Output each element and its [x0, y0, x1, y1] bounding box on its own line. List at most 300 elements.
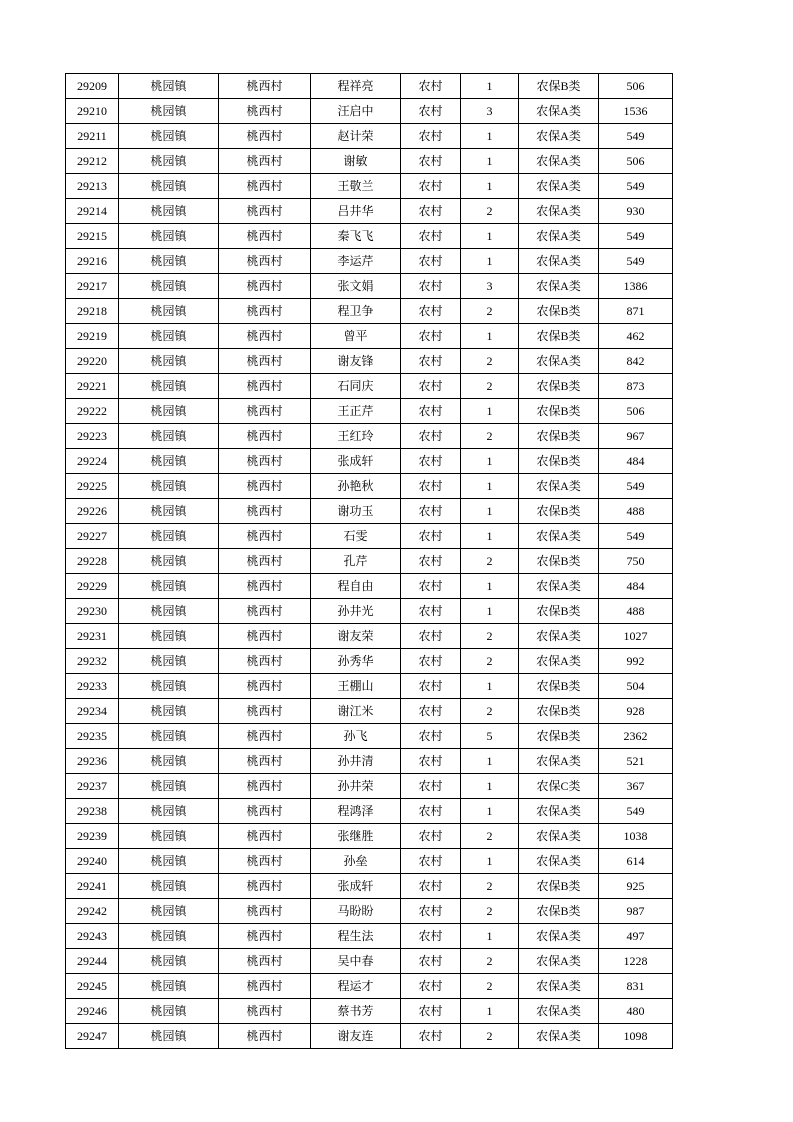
table-row — [66, 924, 673, 949]
cell-person-name: 谢友荣 — [311, 624, 401, 649]
cell-amount: 873 — [599, 374, 673, 399]
cell-residence-type: 农村 — [401, 849, 461, 874]
cell-insurance-category: 农保A类 — [519, 824, 599, 849]
cell-person-count: 1 — [461, 249, 519, 274]
cell-town: 桃园镇 — [119, 449, 219, 474]
cell-village: 桃西村 — [219, 274, 311, 299]
cell-person-name: 程生法 — [311, 924, 401, 949]
table-row — [66, 699, 673, 724]
cell-person-name: 蔡书芳 — [311, 999, 401, 1024]
table-row — [66, 449, 673, 474]
cell-town: 桃园镇 — [119, 749, 219, 774]
cell-town: 桃园镇 — [119, 1024, 219, 1049]
cell-person-count: 2 — [461, 874, 519, 899]
table-row — [66, 899, 673, 924]
cell-residence-type: 农村 — [401, 749, 461, 774]
cell-village: 桃西村 — [219, 799, 311, 824]
cell-residence-type: 农村 — [401, 149, 461, 174]
cell-insurance-category: 农保B类 — [519, 674, 599, 699]
cell-village: 桃西村 — [219, 974, 311, 999]
cell-amount: 928 — [599, 699, 673, 724]
table-row — [66, 124, 673, 149]
cell-record-id: 29226 — [66, 499, 119, 524]
cell-insurance-category: 农保A类 — [519, 974, 599, 999]
cell-person-name: 王敬兰 — [311, 174, 401, 199]
cell-residence-type: 农村 — [401, 974, 461, 999]
cell-amount: 484 — [599, 574, 673, 599]
cell-village: 桃西村 — [219, 624, 311, 649]
cell-record-id: 29232 — [66, 649, 119, 674]
cell-person-name: 吴中春 — [311, 949, 401, 974]
cell-town: 桃园镇 — [119, 249, 219, 274]
cell-insurance-category: 农保B类 — [519, 499, 599, 524]
cell-residence-type: 农村 — [401, 774, 461, 799]
cell-town: 桃园镇 — [119, 624, 219, 649]
cell-amount: 480 — [599, 999, 673, 1024]
cell-town: 桃园镇 — [119, 74, 219, 99]
table-row — [66, 149, 673, 174]
cell-village: 桃西村 — [219, 549, 311, 574]
cell-residence-type: 农村 — [401, 724, 461, 749]
cell-insurance-category: 农保C类 — [519, 774, 599, 799]
cell-record-id: 29212 — [66, 149, 119, 174]
cell-person-count: 1 — [461, 674, 519, 699]
cell-record-id: 29209 — [66, 74, 119, 99]
cell-residence-type: 农村 — [401, 499, 461, 524]
cell-person-name: 石同庆 — [311, 374, 401, 399]
cell-person-name: 谢江米 — [311, 699, 401, 724]
cell-town: 桃园镇 — [119, 924, 219, 949]
cell-insurance-category: 农保A类 — [519, 174, 599, 199]
cell-insurance-category: 农保B类 — [519, 424, 599, 449]
cell-amount: 549 — [599, 474, 673, 499]
cell-insurance-category: 农保A类 — [519, 349, 599, 374]
cell-person-name: 孙井荣 — [311, 774, 401, 799]
cell-person-count: 1 — [461, 524, 519, 549]
cell-person-name: 程祥亮 — [311, 74, 401, 99]
cell-town: 桃园镇 — [119, 99, 219, 124]
cell-record-id: 29225 — [66, 474, 119, 499]
cell-town: 桃园镇 — [119, 324, 219, 349]
cell-residence-type: 农村 — [401, 424, 461, 449]
cell-insurance-category: 农保A类 — [519, 1024, 599, 1049]
cell-residence-type: 农村 — [401, 549, 461, 574]
cell-town: 桃园镇 — [119, 949, 219, 974]
cell-residence-type: 农村 — [401, 674, 461, 699]
cell-record-id: 29236 — [66, 749, 119, 774]
cell-insurance-category: 农保B类 — [519, 74, 599, 99]
cell-record-id: 29244 — [66, 949, 119, 974]
cell-amount: 1228 — [599, 949, 673, 974]
cell-village: 桃西村 — [219, 924, 311, 949]
table-row — [66, 724, 673, 749]
cell-residence-type: 农村 — [401, 449, 461, 474]
cell-person-name: 张继胜 — [311, 824, 401, 849]
cell-residence-type: 农村 — [401, 249, 461, 274]
table-row — [66, 949, 673, 974]
cell-residence-type: 农村 — [401, 599, 461, 624]
cell-town: 桃园镇 — [119, 649, 219, 674]
cell-record-id: 29227 — [66, 524, 119, 549]
cell-town: 桃园镇 — [119, 999, 219, 1024]
cell-person-name: 王正芹 — [311, 399, 401, 424]
cell-record-id: 29240 — [66, 849, 119, 874]
cell-person-count: 1 — [461, 149, 519, 174]
cell-insurance-category: 农保A类 — [519, 274, 599, 299]
cell-village: 桃西村 — [219, 349, 311, 374]
cell-person-name: 吕井华 — [311, 199, 401, 224]
table-row — [66, 224, 673, 249]
table-row — [66, 274, 673, 299]
cell-record-id: 29237 — [66, 774, 119, 799]
cell-person-count: 2 — [461, 899, 519, 924]
cell-record-id: 29220 — [66, 349, 119, 374]
cell-person-count: 2 — [461, 949, 519, 974]
cell-village: 桃西村 — [219, 524, 311, 549]
cell-town: 桃园镇 — [119, 424, 219, 449]
cell-residence-type: 农村 — [401, 199, 461, 224]
cell-town: 桃园镇 — [119, 599, 219, 624]
cell-insurance-category: 农保B类 — [519, 874, 599, 899]
cell-record-id: 29238 — [66, 799, 119, 824]
table-row — [66, 849, 673, 874]
cell-person-name: 谢功玉 — [311, 499, 401, 524]
cell-record-id: 29213 — [66, 174, 119, 199]
cell-town: 桃园镇 — [119, 699, 219, 724]
cell-person-name: 王红玲 — [311, 424, 401, 449]
cell-person-name: 程运才 — [311, 974, 401, 999]
cell-person-name: 孙飞 — [311, 724, 401, 749]
table-row — [66, 999, 673, 1024]
cell-insurance-category: 农保B类 — [519, 299, 599, 324]
cell-amount: 1386 — [599, 274, 673, 299]
cell-record-id: 29233 — [66, 674, 119, 699]
table-row — [66, 799, 673, 824]
cell-person-count: 2 — [461, 1024, 519, 1049]
cell-record-id: 29221 — [66, 374, 119, 399]
cell-residence-type: 农村 — [401, 399, 461, 424]
cell-town: 桃园镇 — [119, 974, 219, 999]
cell-town: 桃园镇 — [119, 674, 219, 699]
cell-insurance-category: 农保A类 — [519, 924, 599, 949]
cell-person-name: 王棚山 — [311, 674, 401, 699]
cell-amount: 871 — [599, 299, 673, 324]
cell-insurance-category: 农保A类 — [519, 124, 599, 149]
cell-insurance-category: 农保A类 — [519, 524, 599, 549]
cell-person-count: 2 — [461, 424, 519, 449]
cell-amount: 549 — [599, 124, 673, 149]
cell-residence-type: 农村 — [401, 274, 461, 299]
cell-person-name: 程卫争 — [311, 299, 401, 324]
cell-insurance-category: 农保A类 — [519, 249, 599, 274]
cell-record-id: 29239 — [66, 824, 119, 849]
cell-village: 桃西村 — [219, 724, 311, 749]
cell-village: 桃西村 — [219, 299, 311, 324]
cell-insurance-category: 农保A类 — [519, 574, 599, 599]
cell-person-name: 谢敏 — [311, 149, 401, 174]
table-row — [66, 424, 673, 449]
cell-village: 桃西村 — [219, 649, 311, 674]
cell-person-name: 孔芹 — [311, 549, 401, 574]
cell-insurance-category: 农保B类 — [519, 374, 599, 399]
cell-residence-type: 农村 — [401, 474, 461, 499]
cell-village: 桃西村 — [219, 99, 311, 124]
cell-person-count: 1 — [461, 799, 519, 824]
cell-person-name: 谢友连 — [311, 1024, 401, 1049]
cell-record-id: 29241 — [66, 874, 119, 899]
cell-town: 桃园镇 — [119, 524, 219, 549]
table-row — [66, 624, 673, 649]
cell-residence-type: 农村 — [401, 924, 461, 949]
cell-residence-type: 农村 — [401, 374, 461, 399]
cell-village: 桃西村 — [219, 249, 311, 274]
cell-amount: 1098 — [599, 1024, 673, 1049]
cell-village: 桃西村 — [219, 1024, 311, 1049]
cell-amount: 614 — [599, 849, 673, 874]
cell-person-name: 汪启中 — [311, 99, 401, 124]
cell-insurance-category: 农保A类 — [519, 649, 599, 674]
cell-record-id: 29242 — [66, 899, 119, 924]
cell-village: 桃西村 — [219, 424, 311, 449]
cell-person-count: 1 — [461, 124, 519, 149]
cell-person-count: 2 — [461, 299, 519, 324]
cell-person-name: 秦飞飞 — [311, 224, 401, 249]
cell-amount: 2362 — [599, 724, 673, 749]
cell-town: 桃园镇 — [119, 199, 219, 224]
cell-residence-type: 农村 — [401, 524, 461, 549]
cell-residence-type: 农村 — [401, 824, 461, 849]
cell-person-name: 张文娟 — [311, 274, 401, 299]
cell-insurance-category: 农保A类 — [519, 749, 599, 774]
table-row — [66, 374, 673, 399]
cell-amount: 549 — [599, 799, 673, 824]
cell-record-id: 29246 — [66, 999, 119, 1024]
records-table — [65, 73, 673, 1049]
cell-town: 桃园镇 — [119, 274, 219, 299]
cell-insurance-category: 农保A类 — [519, 849, 599, 874]
table-row — [66, 749, 673, 774]
table-row — [66, 874, 673, 899]
table-row — [66, 474, 673, 499]
table-row — [66, 399, 673, 424]
table-body — [66, 74, 673, 1049]
cell-village: 桃西村 — [219, 699, 311, 724]
cell-record-id: 29216 — [66, 249, 119, 274]
cell-person-name: 谢友锋 — [311, 349, 401, 374]
cell-village: 桃西村 — [219, 124, 311, 149]
cell-town: 桃园镇 — [119, 149, 219, 174]
cell-insurance-category: 农保A类 — [519, 999, 599, 1024]
cell-person-count: 2 — [461, 624, 519, 649]
cell-person-name: 程鸿泽 — [311, 799, 401, 824]
cell-amount: 367 — [599, 774, 673, 799]
cell-record-id: 29217 — [66, 274, 119, 299]
table-row — [66, 824, 673, 849]
cell-village: 桃西村 — [219, 749, 311, 774]
table-row — [66, 524, 673, 549]
cell-town: 桃园镇 — [119, 399, 219, 424]
cell-person-count: 3 — [461, 99, 519, 124]
cell-residence-type: 农村 — [401, 874, 461, 899]
cell-person-name: 孙艳秋 — [311, 474, 401, 499]
cell-amount: 506 — [599, 399, 673, 424]
cell-residence-type: 农村 — [401, 99, 461, 124]
cell-person-count: 1 — [461, 849, 519, 874]
cell-residence-type: 农村 — [401, 899, 461, 924]
table-row — [66, 974, 673, 999]
cell-town: 桃园镇 — [119, 174, 219, 199]
cell-person-count: 2 — [461, 374, 519, 399]
cell-village: 桃西村 — [219, 999, 311, 1024]
cell-village: 桃西村 — [219, 149, 311, 174]
table-row — [66, 649, 673, 674]
cell-insurance-category: 农保A类 — [519, 149, 599, 174]
table-row — [66, 199, 673, 224]
cell-insurance-category: 农保B类 — [519, 549, 599, 574]
cell-person-count: 1 — [461, 324, 519, 349]
cell-insurance-category: 农保A类 — [519, 949, 599, 974]
cell-person-count: 2 — [461, 349, 519, 374]
cell-person-name: 李运芹 — [311, 249, 401, 274]
cell-amount: 506 — [599, 149, 673, 174]
cell-person-count: 1 — [461, 774, 519, 799]
cell-record-id: 29228 — [66, 549, 119, 574]
cell-village: 桃西村 — [219, 574, 311, 599]
table-row — [66, 299, 673, 324]
cell-insurance-category: 农保A类 — [519, 99, 599, 124]
cell-person-count: 1 — [461, 399, 519, 424]
cell-village: 桃西村 — [219, 899, 311, 924]
cell-town: 桃园镇 — [119, 474, 219, 499]
cell-amount: 930 — [599, 199, 673, 224]
cell-record-id: 29210 — [66, 99, 119, 124]
cell-person-count: 1 — [461, 224, 519, 249]
cell-residence-type: 农村 — [401, 299, 461, 324]
cell-residence-type: 农村 — [401, 324, 461, 349]
cell-person-name: 马盼盼 — [311, 899, 401, 924]
cell-record-id: 29235 — [66, 724, 119, 749]
cell-person-name: 孙秀华 — [311, 649, 401, 674]
cell-village: 桃西村 — [219, 674, 311, 699]
cell-town: 桃园镇 — [119, 574, 219, 599]
cell-town: 桃园镇 — [119, 499, 219, 524]
cell-record-id: 29224 — [66, 449, 119, 474]
cell-residence-type: 农村 — [401, 699, 461, 724]
cell-village: 桃西村 — [219, 824, 311, 849]
cell-amount: 497 — [599, 924, 673, 949]
cell-person-name: 曾平 — [311, 324, 401, 349]
cell-town: 桃园镇 — [119, 774, 219, 799]
cell-amount: 1027 — [599, 624, 673, 649]
cell-village: 桃西村 — [219, 599, 311, 624]
cell-village: 桃西村 — [219, 174, 311, 199]
cell-amount: 549 — [599, 174, 673, 199]
cell-town: 桃园镇 — [119, 124, 219, 149]
cell-record-id: 29245 — [66, 974, 119, 999]
cell-village: 桃西村 — [219, 849, 311, 874]
cell-village: 桃西村 — [219, 199, 311, 224]
cell-record-id: 29219 — [66, 324, 119, 349]
table-row — [66, 174, 673, 199]
cell-record-id: 29229 — [66, 574, 119, 599]
cell-person-count: 1 — [461, 174, 519, 199]
cell-amount: 484 — [599, 449, 673, 474]
cell-amount: 750 — [599, 549, 673, 574]
cell-record-id: 29234 — [66, 699, 119, 724]
cell-person-name: 张成轩 — [311, 874, 401, 899]
cell-village: 桃西村 — [219, 874, 311, 899]
cell-amount: 925 — [599, 874, 673, 899]
cell-record-id: 29214 — [66, 199, 119, 224]
table-row — [66, 549, 673, 574]
cell-town: 桃园镇 — [119, 299, 219, 324]
cell-amount: 549 — [599, 249, 673, 274]
cell-person-count: 2 — [461, 649, 519, 674]
cell-town: 桃园镇 — [119, 549, 219, 574]
cell-record-id: 29218 — [66, 299, 119, 324]
cell-amount: 521 — [599, 749, 673, 774]
cell-amount: 488 — [599, 499, 673, 524]
table-row — [66, 1024, 673, 1049]
cell-insurance-category: 农保B类 — [519, 599, 599, 624]
cell-residence-type: 农村 — [401, 999, 461, 1024]
cell-person-count: 1 — [461, 574, 519, 599]
cell-residence-type: 农村 — [401, 799, 461, 824]
cell-record-id: 29231 — [66, 624, 119, 649]
cell-person-count: 1 — [461, 449, 519, 474]
table-row — [66, 674, 673, 699]
cell-record-id: 29215 — [66, 224, 119, 249]
cell-amount: 549 — [599, 524, 673, 549]
cell-person-name: 张成轩 — [311, 449, 401, 474]
cell-town: 桃园镇 — [119, 349, 219, 374]
cell-insurance-category: 农保A类 — [519, 799, 599, 824]
cell-person-name: 孙井光 — [311, 599, 401, 624]
table-row — [66, 599, 673, 624]
cell-person-name: 石雯 — [311, 524, 401, 549]
cell-amount: 1038 — [599, 824, 673, 849]
cell-residence-type: 农村 — [401, 224, 461, 249]
cell-town: 桃园镇 — [119, 824, 219, 849]
cell-town: 桃园镇 — [119, 374, 219, 399]
table-row — [66, 74, 673, 99]
cell-person-count: 5 — [461, 724, 519, 749]
table-row — [66, 499, 673, 524]
cell-amount: 462 — [599, 324, 673, 349]
cell-person-name: 赵计荣 — [311, 124, 401, 149]
cell-town: 桃园镇 — [119, 724, 219, 749]
cell-person-count: 2 — [461, 974, 519, 999]
table-row — [66, 774, 673, 799]
cell-amount: 506 — [599, 74, 673, 99]
cell-record-id: 29243 — [66, 924, 119, 949]
cell-insurance-category: 农保A类 — [519, 474, 599, 499]
cell-person-count: 1 — [461, 599, 519, 624]
cell-residence-type: 农村 — [401, 649, 461, 674]
cell-insurance-category: 农保A类 — [519, 224, 599, 249]
cell-person-count: 1 — [461, 74, 519, 99]
cell-record-id: 29211 — [66, 124, 119, 149]
cell-amount: 992 — [599, 649, 673, 674]
cell-person-count: 2 — [461, 699, 519, 724]
cell-person-count: 2 — [461, 549, 519, 574]
cell-insurance-category: 农保A类 — [519, 199, 599, 224]
cell-insurance-category: 农保B类 — [519, 449, 599, 474]
cell-residence-type: 农村 — [401, 349, 461, 374]
cell-insurance-category: 农保B类 — [519, 324, 599, 349]
cell-village: 桃西村 — [219, 224, 311, 249]
cell-person-count: 3 — [461, 274, 519, 299]
